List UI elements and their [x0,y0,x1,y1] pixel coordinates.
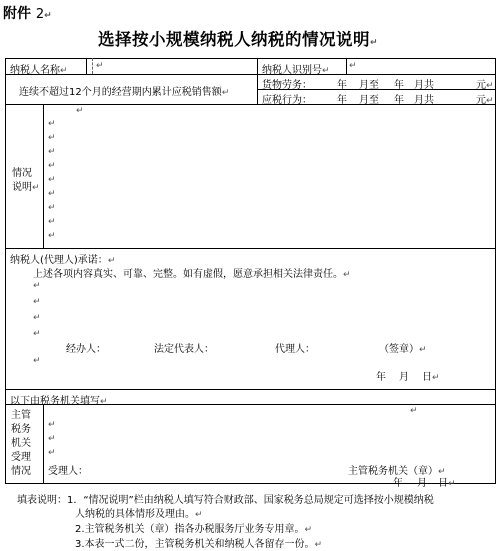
commitment-heading [10,251,115,266]
authority-seal-text: 主管税务机关（章） [348,466,438,477]
para-mark: ↵ [48,203,56,213]
para-mark: ↵ [304,525,313,535]
notes-line1-cont-text: 人纳税的具体情形及理由。 [75,509,195,520]
notes-line1-cont [75,505,203,520]
para-mark: ↵ [33,297,41,307]
row-divider [5,74,496,75]
goods-unit-text: 元 [476,80,486,91]
commitment-date-day-text: 日 [422,372,432,383]
taxpayer-name-field[interactable]: ↵ [96,61,104,71]
taxpayer-name-text: 纳税人名称 [10,65,60,76]
acts-month-total: 月共 [414,95,434,106]
notes-line3 [75,535,322,550]
para-mark: ↵ [48,119,56,129]
para-mark: ↵ [48,448,56,458]
para-mark: ↵ [343,270,351,280]
attachment-number: 2 [35,7,45,22]
para-mark: ↵ [33,313,41,323]
goods-year-1: 年 [337,80,347,91]
commitment-date-day [422,368,440,383]
page-title-text: 选择按小规模纳税人纳税的情况说明 [98,30,370,49]
row-divider [5,389,496,390]
notes-line2 [75,520,312,535]
taxpayer-id-text: 纳税人识别号 [262,65,322,76]
para-mark: ↵ [195,510,203,520]
page-title [98,26,378,50]
acts-unit-text: 元 [476,95,486,106]
tax-authority-heading [10,392,108,407]
para-mark: ↵ [100,397,108,407]
acts-year-2: 年 [394,95,404,106]
para-mark: ↵ [486,96,494,106]
authority-col-line2: 税务 [11,424,31,435]
para-mark: ↵ [48,217,56,227]
para-mark: ↵ [33,281,41,291]
col-divider [257,58,258,104]
authority-col-line4: 受理 [11,452,31,463]
taxpayer-id-label [262,61,330,76]
commitment-date-year: 年 [376,372,386,383]
para-mark: ↵ [48,189,56,199]
para-mark: ↵ [107,256,116,266]
notes-line2-text: 2.主管税务机关（章）指各办税服务厅业务专用章。 [75,524,305,535]
attachment-label [3,3,52,23]
para-mark: ↵ [486,81,494,91]
situation-label-line1: 情况 [12,168,32,179]
taxable-acts-label: 应税行为： [262,95,312,106]
sales-label [19,83,229,98]
notes-prefix: 填表说明： [17,495,67,506]
situation-label-line2 [12,178,40,193]
col-divider [43,404,44,484]
para-mark: ↵ [33,356,41,366]
authority-col-line1: 主管 [11,410,31,421]
goods-year-2: 年 [394,80,404,91]
para-mark: ↵ [410,406,418,416]
authority-date-day-text: 日 [438,478,448,489]
handler-label: 经办人： [66,344,106,355]
para-mark: ↵ [438,467,446,477]
para-mark: ↵ [48,231,56,241]
authority-col-line3: 机关 [11,438,31,449]
para-mark: ↵ [370,38,379,48]
goods-month-to: 月至 [359,80,379,91]
authority-date-day [438,474,456,489]
commitment-text-body: 上述各项内容真实、可靠、完整。如有虚假，愿意承担相关法律责任。 [33,269,343,280]
para-mark: ↵ [322,66,330,76]
seal-label-text: （签章） [379,344,419,355]
col-divider [346,58,347,74]
attachment-text: 附件 [3,6,31,22]
para-mark: ↵ [48,147,56,157]
authority-date-month: 月 [417,478,427,489]
para-mark: ↵ [44,11,52,21]
authority-date-year: 年 [393,478,403,489]
para-mark: ↵ [33,329,41,339]
acts-unit [476,91,494,106]
commitment-date-month: 月 [399,372,409,383]
acts-year-1: 年 [337,95,347,106]
col-divider [43,104,44,248]
goods-services-label: 货物劳务： [262,80,312,91]
sales-label-text: 连续不超过12个月的经营期内累计应税销售额 [19,87,222,98]
goods-month-total: 月共 [414,80,434,91]
agent-label: 代理人： [275,344,315,355]
para-mark: ↵ [221,88,230,98]
situation-label-line2-text: 说明 [12,182,32,193]
col-divider [86,58,87,74]
receiver-label: 受理人： [48,466,88,477]
para-mark: ↵ [48,175,56,185]
para-mark: ↵ [419,345,427,355]
para-mark: ↵ [432,373,440,383]
authority-field[interactable]: ↵ [48,420,56,430]
notes-line1-text: 1．“情况说明”栏由纳税人填写符合财政部、国家税务总局规定可选择按小规模纳税 [67,495,434,506]
col-divider [92,58,93,74]
taxpayer-name-label [10,61,68,76]
seal-label [379,340,427,355]
situation-field[interactable]: ↵ [76,106,84,116]
tax-authority-heading-text: 以下由税务机关填写 [10,396,100,407]
para-mark: ↵ [448,479,456,489]
taxpayer-id-field[interactable]: ↵ [349,61,357,71]
legal-rep-label: 法定代表人： [154,344,214,355]
commitment-text [33,265,351,280]
para-mark: ↵ [60,66,68,76]
para-mark: ↵ [48,434,56,444]
para-mark: ↵ [48,161,56,171]
para-mark: ↵ [314,540,323,550]
para-mark: ↵ [48,133,56,143]
commitment-heading-text: 纳税人(代理人)承诺： [10,255,108,266]
para-mark: ↵ [32,183,40,193]
notes-line3-text: 3.本表一式二份，主管税务机关和纳税人各留存一份。 [75,539,315,550]
row-divider [5,248,496,249]
goods-unit [476,76,494,91]
acts-month-to: 月至 [359,95,379,106]
notes-line1 [17,491,434,506]
authority-col-line5: 情况 [11,466,31,477]
